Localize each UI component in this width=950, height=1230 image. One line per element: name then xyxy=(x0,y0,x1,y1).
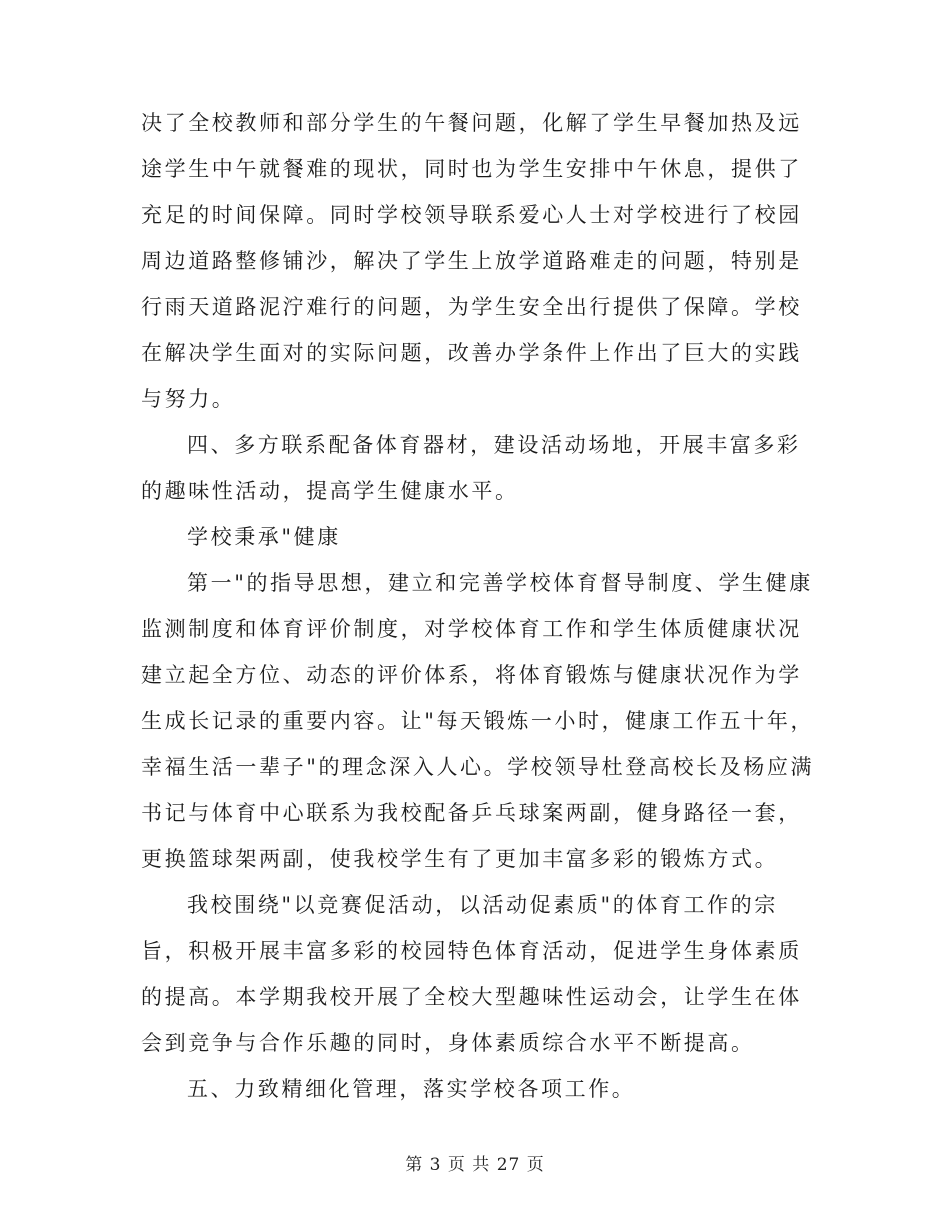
text-line: 更换篮球架两副，使我校学生有了更加丰富多彩的锻炼方式。 xyxy=(141,847,779,871)
text-line: 的趣味性活动，提高学生健康水平。 xyxy=(141,479,519,503)
text-line: 生成长记录的重要内容。让"每天锻炼一小时，健康工作五十年， xyxy=(141,709,815,733)
text-line: 四、多方联系配备体育器材，建设活动场地，开展丰富多彩 xyxy=(187,433,801,457)
text-line: 幸福生活一辈子"的理念深入人心。学校领导杜登高校长及杨应满 xyxy=(141,755,815,779)
text-line: 监测制度和体育评价制度，对学校体育工作和学生体质健康状况 xyxy=(141,617,802,641)
text-line: 书记与体育中心联系为我校配备乒乓球案两副，健身路径一套， xyxy=(141,801,802,825)
text-line: 建立起全方位、动态的评价体系，将体育锻炼与健康状况作为学 xyxy=(141,663,802,687)
text-line: 五、力致精细化管理，落实学校各项工作。 xyxy=(187,1077,636,1101)
text-line: 会到竞争与合作乐趣的同时，身体素质综合水平不断提高。 xyxy=(141,1031,755,1055)
document-body xyxy=(141,100,815,1112)
text-line: 途学生中午就餐难的现状，同时也为学生安排中午休息，提供了 xyxy=(141,157,802,181)
text-line: 学校秉承"健康 xyxy=(187,525,341,549)
text-line: 与努力。 xyxy=(141,387,236,411)
text-line: 行雨天道路泥泞难行的问题，为学生安全出行提供了保障。学校 xyxy=(141,295,802,319)
text-line: 在解决学生面对的实际问题，改善办学条件上作出了巨大的实践 xyxy=(141,341,802,365)
text-line: 决了全校教师和部分学生的午餐问题，化解了学生早餐加热及远 xyxy=(141,111,802,135)
text-line: 周边道路整修铺沙，解决了学生上放学道路难走的问题，特别是 xyxy=(141,249,802,273)
text-line: 的提高。本学期我校开展了全校大型趣味性运动会，让学生在体 xyxy=(141,985,802,1009)
page-footer: 第 3 页 共 27 页 xyxy=(405,1155,545,1175)
text-line: 充足的时间保障。同时学校领导联系爱心人士对学校进行了校园 xyxy=(141,203,802,227)
text-line: 第一"的指导思想，建立和完善学校体育督导制度、学生健康 xyxy=(187,571,813,595)
text-line: 旨，积极开展丰富多彩的校园特色体育活动，促进学生身体素质 xyxy=(141,939,802,963)
text-line: 我校围绕"以竞赛促活动，以活动促素质"的体育工作的宗 xyxy=(187,893,778,917)
